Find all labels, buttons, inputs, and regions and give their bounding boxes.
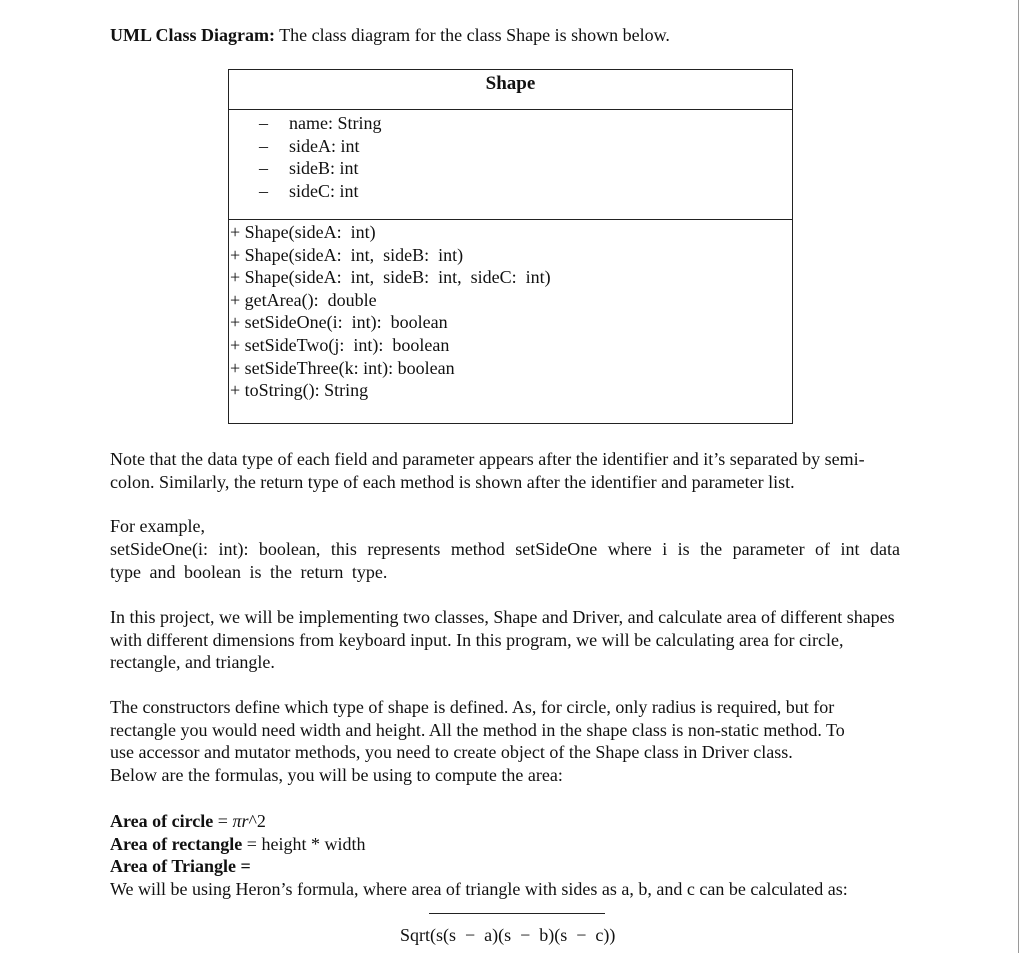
uml-method: + toString(): String [230,380,369,401]
uml-method: + Shape(sideA: int, sideB: int) [230,244,464,265]
example-heading: For example, [110,516,205,536]
page-edge-rule [1018,0,1019,953]
uml-method: + setSideTwo(j: int): boolean [230,334,450,355]
uml-heading-label: UML Class Diagram: [110,25,275,45]
uml-method: + setSideOne(i: int): boolean [230,312,448,333]
uml-class-diagram [228,69,793,424]
note-paragraph: Note that the data type of each field and parameter appears after the identifier and it’s separated by semi-colon. Similarly, the return type of each method is shown after the identifier and parameter list. [110,449,865,492]
uml-class-name: Shape [229,70,792,110]
uml-method: + setSideThree(k: int): boolean [230,357,455,378]
circle-formula: Area of circle = πr^2 [110,811,266,831]
uml-field: – sideA: int [259,135,360,156]
constructors-paragraph [110,696,910,786]
heron-sqrt-expression: Sqrt(s(s − a)(s − b)(s − c)) [400,925,616,945]
triangle-formula-label: Area of Triangle = [110,856,251,876]
constructors-line: Below are the formulas, you will be using to compute the area: [110,764,563,785]
uml-method: + getArea(): double [230,289,377,310]
constructors-line: use accessor and mutator methods, you need to create object of the Shape class in Driver class. [110,742,793,762]
uml-method: + Shape(sideA: int, sideB: int, sideC: int) [230,267,551,288]
intro-line [110,24,910,47]
uml-methods-section [229,220,792,423]
example-paragraph: setSideOne(i: int): boolean, this represents method setSideOne where i is the parameter of int data type and boolean is the return type. [110,539,900,582]
uml-field: – name: String [259,113,382,133]
uml-field: – sideC: int [259,180,359,201]
constructors-line: The constructors define which type of shape is defined. As, for circle, only radius is required, but for [110,697,835,717]
heron-description: We will be using Heron’s formula, where area of triangle with sides as a, b, and c can be calculated as: [110,878,848,899]
uml-heading-text: The class diagram for the class Shape is shown below. [275,25,670,45]
rectangle-formula: Area of rectangle = height * width [110,833,366,854]
uml-field: – sideB: int [259,158,359,179]
uml-fields-section [229,110,792,220]
constructors-line: rectangle you would need width and height. All the method in the shape class is non-static method. To [110,719,845,740]
uml-method: + Shape(sideA: int) [230,222,376,242]
sqrt-overbar [429,913,605,914]
formulas [110,810,910,900]
project-paragraph: In this project, we will be implementing two classes, Shape and Driver, and calculate area of different shapes with different dimensions from keyboard input. In this program, we will be calculating area for circle, rectangle, and triangle. [110,607,895,672]
